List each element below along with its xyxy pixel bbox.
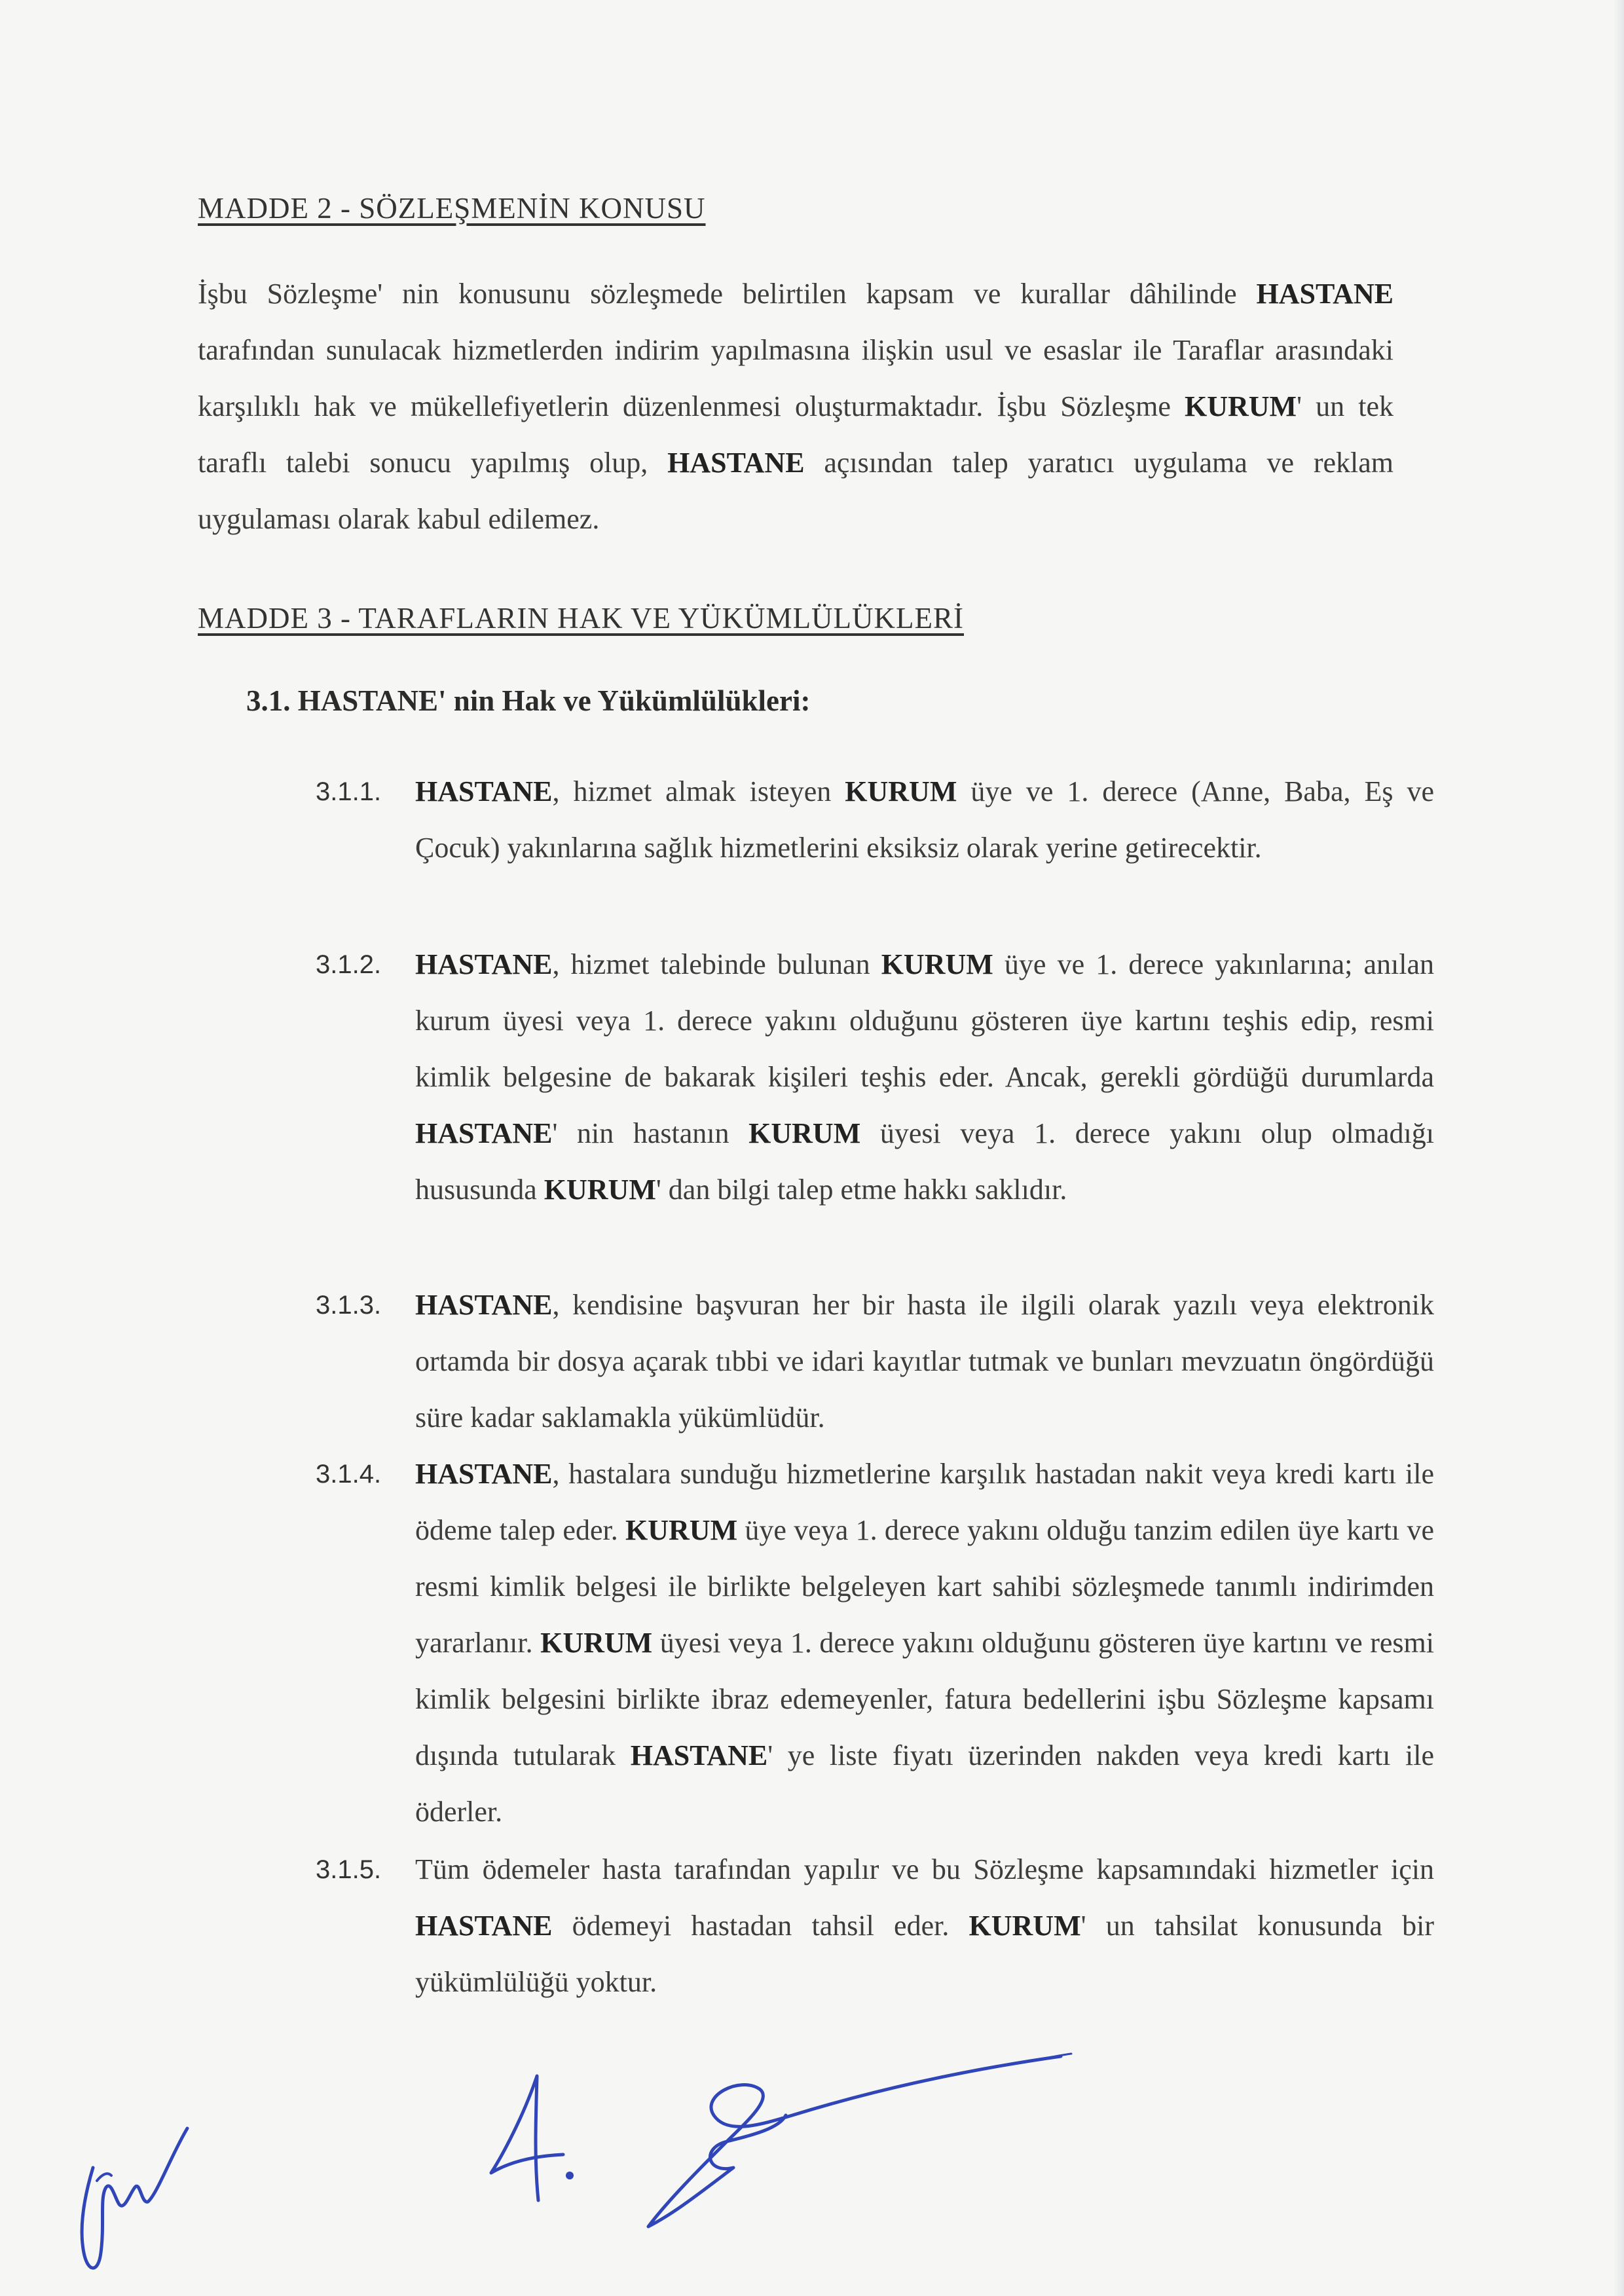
item-text: HASTANE, kendisine başvuran her bir hasta ile ilgili olarak yazılı veya elektronik ortamda bir dosya açarak tıbbi ve idari kayıtlar tutmak ve bunları mevzuatın öngördüğü süre kadar saklamakla yükümlüdür.	[415, 1289, 1434, 1434]
madde-2-paragraph: İşbu Sözleşme' nin konusunu sözleşmede belirtilen kapsam ve kurallar dâhilinde HASTANE tarafından sunulacak hizmetlerden indirim yapılmasına ilişkin usul ve esaslar ile Taraflar arasındaki karşılıklı hak ve mükellefiyetlerin düzenlenmesi oluşturmaktadır. İşbu Sözleşme KURUM' un tek taraflı talebi sonucu yapılmış olup, HASTANE açısından talep yaratıcı uygulama ve reklam uygulaması olarak kabul edilemez.	[198, 278, 1394, 535]
item-text: Tüm ödemeler hasta tarafından yapılır ve bu Sözleşme kapsamındaki hizmetler için HASTANE ödemeyi hastadan tahsil eder. KURUM' un tahsilat konusunda bir yükümlülüğü yoktur.	[415, 1853, 1434, 1998]
signature-right	[629, 2017, 1074, 2253]
item-number: 3.1.2.	[316, 950, 382, 979]
item-number: 3.1.3.	[316, 1291, 382, 1320]
item-number: 3.1.4.	[316, 1460, 382, 1489]
madde-3-heading: MADDE 3 - TARAFLARIN HAK VE YÜKÜMLÜLÜKLERİ	[198, 602, 965, 635]
section-3-1-heading: 3.1. HASTANE' nin Hak ve Yükümlülükleri:	[246, 684, 811, 717]
scan-edge	[1614, 0, 1624, 2296]
item-text: HASTANE, hastalara sunduğu hizmetlerine karşılık hastadan nakit veya kredi kartı ile ödeme talep eder. KURUM üye veya 1. derece yakını olduğu tanzim edilen üye kartı ve resmi kimlik belgesi ile birlikte belgeleyen kart sahibi sözleşmede tanımlı indirimden yararlanır. KURUM üyesi veya 1. derece yakını olduğunu gösteren üye kartını ve resmi kimlik belgesini birlikte ibraz edemeyenler, fatura bedellerini işbu Sözleşme kapsamı dışında tutularak HASTANE' ye liste fiyatı üzerinden nakden veya kredi kartı ile öderler.	[415, 1458, 1435, 1828]
signature-left	[59, 2089, 210, 2286]
item-text: HASTANE, hizmet almak isteyen KURUM üye ve 1. derece (Anne, Baba, Eş ve Çocuk) yakınlarına sağlık hizmetlerini eksiksiz olarak yerine getirecektir.	[415, 775, 1434, 864]
item-number: 3.1.5.	[316, 1855, 382, 1884]
madde-2-heading: MADDE 2 - SÖZLEŞMENİN KONUSU	[198, 192, 706, 225]
item-text: HASTANE, hizmet talebinde bulunan KURUM üye ve 1. derece yakınlarına; anılan kurum üyesi veya 1. derece yakını olduğunu gösteren üye kartını teşhis edip, resmi kimlik belgesine de bakarak kişileri teşhis eder. Ancak, gerekli gördüğü durumlarda HASTANE' nin hastanın KURUM üyesi veya 1. derece yakını olup olmadığı hususunda KURUM' dan bilgi talep etme hakkı saklıdır.	[415, 948, 1435, 1206]
item-number: 3.1.1.	[316, 777, 382, 806]
signature-initial	[471, 2063, 602, 2213]
